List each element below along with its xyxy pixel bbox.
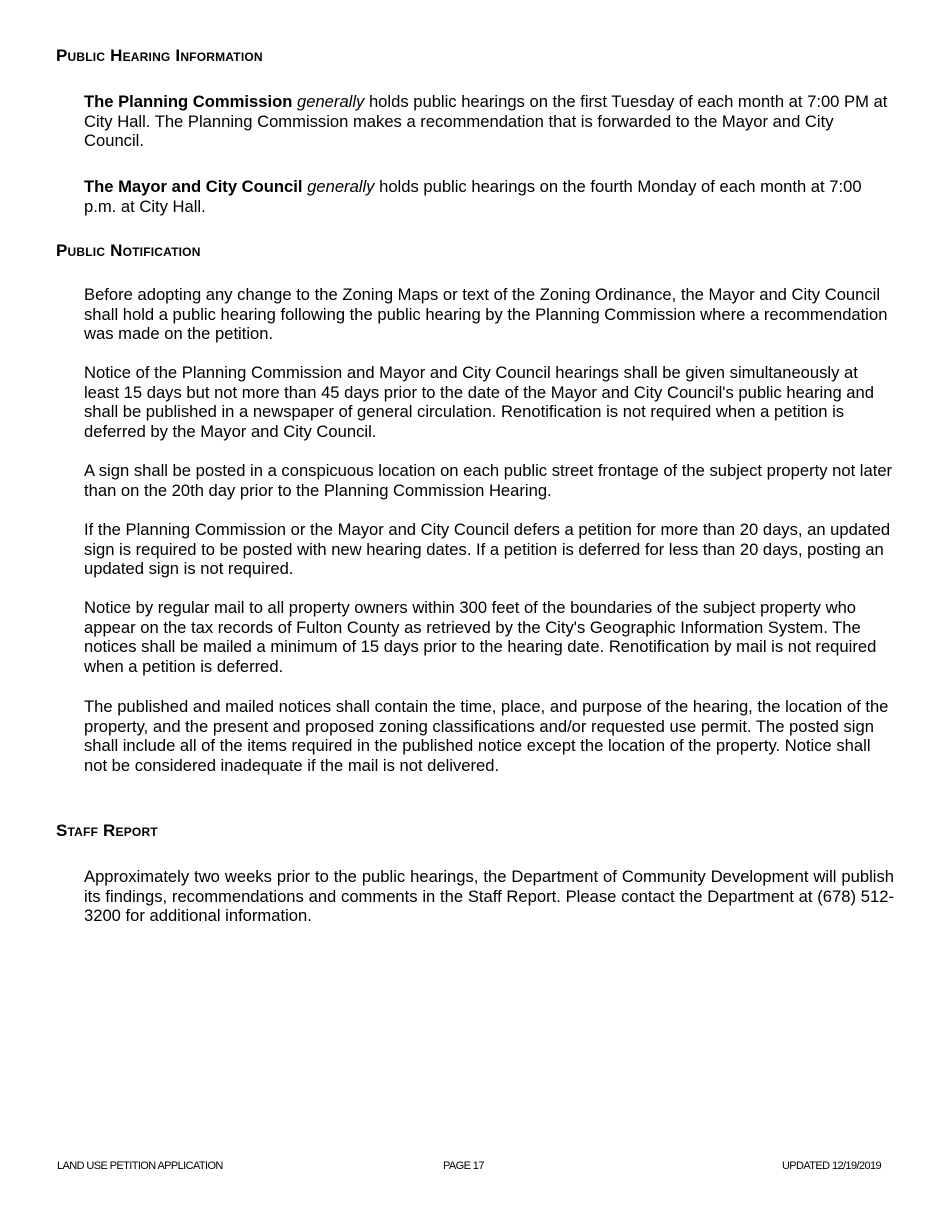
footer-page-number: PAGE 17 [443,1160,484,1172]
footer-document-title: LAND USE PETITION APPLICATION [57,1160,223,1172]
notification-paragraph: A sign shall be posted in a conspicuous location on each public street frontage of the subject property not later than on the 20th day prior to the Planning Commission Hearing. [84,461,893,500]
notification-paragraph: Notice of the Planning Commission and Mayor and City Council hearings shall be given simultaneously at least 15 days but not more than 45 days prior to the date of the Mayor and City Council's public hearing and shall be published in a newspaper of general circulation. Renotification is not required when a petition is deferred by the Mayor and City Council. [84,363,874,442]
staff-report-paragraph: Approximately two weeks prior to the public hearings, the Department of Community Development will publish its findings, recommendations and comments in the Staff Report. Please contact the Department at (678) 512-3200 for additional information. [84,867,894,926]
notification-paragraph: Notice by regular mail to all property owners within 300 feet of the boundaries of the subject property who appear on the tax records of Fulton County as retrieved by the City's Geographic Information System. The notices shall be mailed a minimum of 15 days prior to the hearing date. Renotification by mail is not required when a petition is deferred. [84,598,877,677]
city-council-emphasis: generally [307,177,375,196]
footer-updated-date: UPDATED 12/19/2019 [781,1160,881,1172]
city-council-text: holds public hearings on the fourth Monday of each month at 7:00 p.m. at City Hall. [84,177,862,216]
notification-paragraph: The published and mailed notices shall contain the time, place, and purpose of the hearing, the location of the property, and the present and proposed zoning classifications and/or requested use permit. The posted sign shall include all of the items required in the published notice except the location of the property. Notice shall not be considered inadequate if the mail is not delivered. [84,697,889,776]
planning-commission-text: holds public hearings on the first Tuesday of each month at 7:00 PM at City Hall. The Planning Commission makes a recommendation that is forwarded to the Mayor and City Council. [84,92,888,151]
notification-paragraph: Before adopting any change to the Zoning Maps or text of the Zoning Ordinance, the Mayor and City Council shall hold a public hearing following the public hearing by the Planning Commission where a recommendation was made on the petition. [84,285,888,344]
planning-commission-label: The Planning Commission [84,92,293,111]
planning-commission-paragraph [84,92,894,151]
public-notification-heading: Public Notification [56,241,201,260]
staff-report-heading: Staff Report [56,821,158,840]
notification-paragraph: If the Planning Commission or the Mayor and City Council defers a petition for more than 20 days, an updated sign is required to be posted with new hearing dates. If a petition is deferred for less than 20 days, posting an updated sign is not required. [84,520,891,579]
planning-commission-emphasis: generally [297,92,365,111]
public-hearing-heading: Public Hearing Information [56,46,263,65]
city-council-paragraph [84,177,894,216]
city-council-label: The Mayor and City Council [84,177,303,196]
